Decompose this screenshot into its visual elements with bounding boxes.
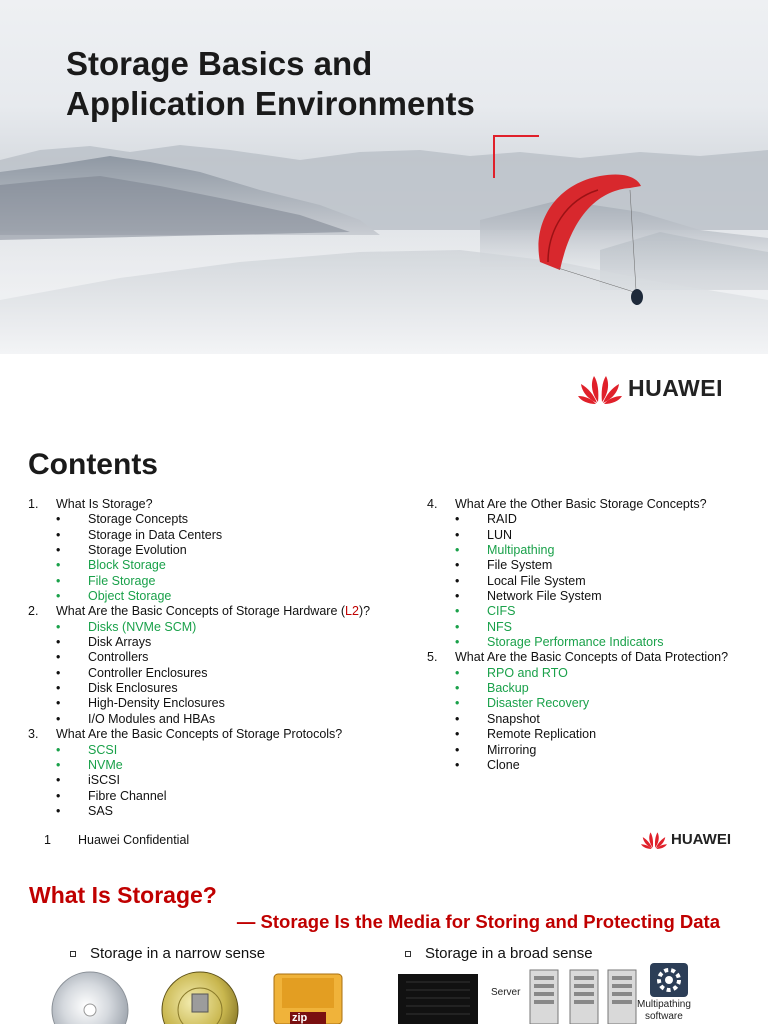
- list-item: [28, 712, 408, 727]
- huawei-flower-icon: [641, 830, 667, 849]
- section-number: 5.: [427, 650, 438, 665]
- list-item-text: Snapshot: [487, 711, 540, 726]
- list-item-highlighted: [427, 620, 757, 635]
- huawei-logo-small: [641, 830, 731, 849]
- section-title: [56, 604, 370, 619]
- list-item: [28, 773, 408, 788]
- list-item-highlighted: [28, 589, 408, 604]
- section-4-heading: [427, 497, 757, 512]
- bullet-dot: •: [56, 788, 61, 803]
- bullet-dot: •: [455, 665, 460, 680]
- slide3-subtitle: — Storage Is the Media for Storing and Protecting Data: [236, 911, 720, 932]
- bullet-dot: •: [455, 727, 460, 742]
- list-item-highlighted: [28, 758, 408, 773]
- bullet-dot: •: [56, 512, 61, 527]
- list-item-text: SCSI: [88, 742, 118, 757]
- bullet-dot: •: [56, 573, 61, 588]
- contents-title: Contents: [28, 448, 158, 481]
- list-item-text: Backup: [487, 681, 529, 696]
- bullet-dot: •: [56, 558, 61, 573]
- list-item-text: Disk Arrays: [88, 635, 152, 650]
- list-item-text: SAS: [88, 803, 114, 818]
- bullet-dot: •: [455, 619, 460, 634]
- bullet-dot: •: [56, 589, 61, 604]
- bullet-dot: •: [56, 619, 61, 634]
- list-item-text: I/O Modules and HBAs: [88, 711, 216, 726]
- list-item-text: NFS: [487, 619, 512, 634]
- section-number: 3.: [28, 727, 39, 742]
- bullet-dot: •: [56, 681, 61, 696]
- section-title: What Are the Basic Concepts of Data Protection?: [455, 650, 729, 665]
- list-item-highlighted: [28, 574, 408, 589]
- list-item-highlighted: [427, 543, 757, 558]
- server-rack-icon: [568, 968, 600, 1024]
- bullet-dot: •: [56, 803, 61, 818]
- contents-right-column: [427, 497, 757, 773]
- bullet-dot: •: [455, 573, 460, 588]
- list-item-text: High-Density Enclosures: [88, 696, 225, 711]
- list-item-highlighted: [427, 666, 757, 681]
- list-item-text: RPO and RTO: [487, 665, 568, 680]
- bullet-dot: •: [455, 558, 460, 573]
- square-bullet-icon: [405, 951, 411, 957]
- list-item: [28, 696, 408, 711]
- bullet-dot: •: [56, 742, 61, 757]
- cd-disc-icon: [50, 970, 130, 1024]
- section-5-heading: [427, 650, 757, 665]
- list-item-highlighted: [427, 681, 757, 696]
- huawei-wordmark: HUAWEI: [628, 374, 723, 401]
- list-item: [427, 558, 757, 573]
- bullet-dot: •: [455, 543, 460, 558]
- bullet-dot: •: [56, 757, 61, 772]
- bullet-dot: •: [455, 512, 460, 527]
- page-number: 1: [44, 833, 51, 847]
- list-item: [28, 681, 408, 696]
- list-item-text: Multipathing: [487, 543, 555, 558]
- server-rack-icon: [528, 968, 560, 1024]
- bullet-dot: •: [56, 711, 61, 726]
- huawei-logo: [578, 372, 723, 404]
- list-item: [427, 512, 757, 527]
- section-1-heading: [28, 497, 408, 512]
- huawei-flower-icon: [578, 372, 622, 404]
- broad-sense-bullet: [405, 945, 593, 962]
- bullet-dot: •: [56, 650, 61, 665]
- list-item-text: Storage in Data Centers: [88, 527, 223, 542]
- bullet-dot: •: [455, 681, 460, 696]
- section-title: What Is Storage?: [56, 497, 153, 511]
- slide3-title: What Is Storage?: [29, 882, 217, 908]
- confidential-label: Huawei Confidential: [78, 833, 190, 847]
- list-item-text: NVMe: [88, 757, 123, 772]
- list-item: [427, 574, 757, 589]
- list-item-text: RAID: [487, 512, 517, 527]
- server-label: Server: [491, 987, 521, 998]
- list-item: [427, 758, 757, 773]
- bullet-dot: •: [56, 635, 61, 650]
- section-level-tag: L2: [345, 604, 359, 619]
- section-title-text: What Are the Basic Concepts of Storage Hardware (: [56, 604, 346, 619]
- bullet-dot: •: [455, 589, 460, 604]
- list-item: [28, 512, 408, 527]
- list-item-highlighted: [28, 743, 408, 758]
- list-item-text: Disk Enclosures: [88, 681, 178, 696]
- list-item: [28, 650, 408, 665]
- bullet-dot: •: [56, 543, 61, 558]
- cover-title-line1: Storage Basics and: [66, 45, 373, 82]
- list-item-text: Mirroring: [487, 742, 537, 757]
- server-rack-icon: [606, 968, 638, 1024]
- bullet-dot: •: [455, 635, 460, 650]
- cover-slide: [0, 0, 768, 354]
- list-item-text: LUN: [487, 527, 513, 542]
- list-item-highlighted: [427, 696, 757, 711]
- section-number: 2.: [28, 604, 39, 619]
- square-bullet-icon: [70, 951, 76, 957]
- list-item-text: Local File System: [487, 573, 586, 588]
- bullet-dot: •: [56, 527, 61, 542]
- list-item-text: iSCSI: [88, 773, 120, 788]
- section-number: 1.: [28, 497, 39, 511]
- list-item: [427, 743, 757, 758]
- list-item: [28, 666, 408, 681]
- bullet-dot: •: [56, 773, 61, 788]
- bullet-dot: •: [56, 665, 61, 680]
- list-item-text: Remote Replication: [487, 727, 597, 742]
- storage-cabinet-icon: [396, 972, 480, 1024]
- list-item-text: Disks (NVMe SCM): [88, 619, 197, 634]
- list-item-text: Storage Evolution: [88, 543, 187, 558]
- narrow-sense-bullet: [70, 945, 265, 962]
- list-item: [427, 712, 757, 727]
- list-item-highlighted: [28, 620, 408, 635]
- list-item-highlighted: [28, 558, 408, 573]
- list-item: [28, 635, 408, 650]
- multipathing-software-label: software: [645, 1011, 683, 1022]
- list-item-text: Network File System: [487, 589, 602, 604]
- list-item-text: Disaster Recovery: [487, 696, 590, 711]
- list-item-text: Controller Enclosures: [88, 665, 208, 680]
- list-item: [28, 804, 408, 819]
- hard-disk-platter-icon: [160, 970, 240, 1024]
- gear-icon: [649, 962, 689, 998]
- list-item: [427, 589, 757, 604]
- list-item-text: File System: [487, 558, 553, 573]
- contents-left-column: [28, 497, 408, 819]
- list-item: [427, 528, 757, 543]
- bullet-dot: •: [455, 604, 460, 619]
- bullet-dot: •: [455, 711, 460, 726]
- cover-title: [66, 44, 546, 124]
- bullet-dot: •: [455, 696, 460, 711]
- cover-title-line2: Application Environments: [66, 85, 475, 122]
- multipathing-label: Multipathing: [637, 999, 691, 1010]
- list-item-text: Block Storage: [88, 558, 166, 573]
- bullet-dot: •: [455, 742, 460, 757]
- list-item-text: CIFS: [487, 604, 516, 619]
- list-item: [28, 543, 408, 558]
- list-item: [427, 727, 757, 742]
- list-item-text: Controllers: [88, 650, 149, 665]
- huawei-wordmark: HUAWEI: [671, 831, 731, 848]
- list-item-text: Object Storage: [88, 589, 172, 604]
- list-item-text: File Storage: [88, 573, 156, 588]
- list-item: [28, 528, 408, 543]
- list-item-text: Storage Performance Indicators: [487, 635, 664, 650]
- section-3-heading: [28, 727, 408, 742]
- section-number: 4.: [427, 497, 438, 511]
- bullet-dot: •: [455, 757, 460, 772]
- section-title: What Are the Other Basic Storage Concepts?: [455, 497, 707, 511]
- list-item-highlighted: [427, 635, 757, 650]
- section-title: What Are the Basic Concepts of Storage Protocols?: [56, 727, 343, 742]
- section-2-heading: [28, 604, 408, 619]
- list-item-highlighted: [427, 604, 757, 619]
- zip-disk-icon: [272, 970, 346, 1024]
- zip-label: zip: [292, 1012, 308, 1024]
- bullet-text: Storage in a broad sense: [425, 945, 593, 962]
- list-item-text: Storage Concepts: [88, 512, 189, 527]
- bullet-text: Storage in a narrow sense: [90, 945, 266, 962]
- paraglider-pilot: [631, 289, 643, 305]
- list-item-text: Clone: [487, 757, 520, 772]
- list-item: [28, 789, 408, 804]
- bullet-dot: •: [56, 696, 61, 711]
- bullet-dot: •: [455, 527, 460, 542]
- list-item-text: Fibre Channel: [88, 788, 167, 803]
- section-title-suffix: )?: [358, 604, 371, 619]
